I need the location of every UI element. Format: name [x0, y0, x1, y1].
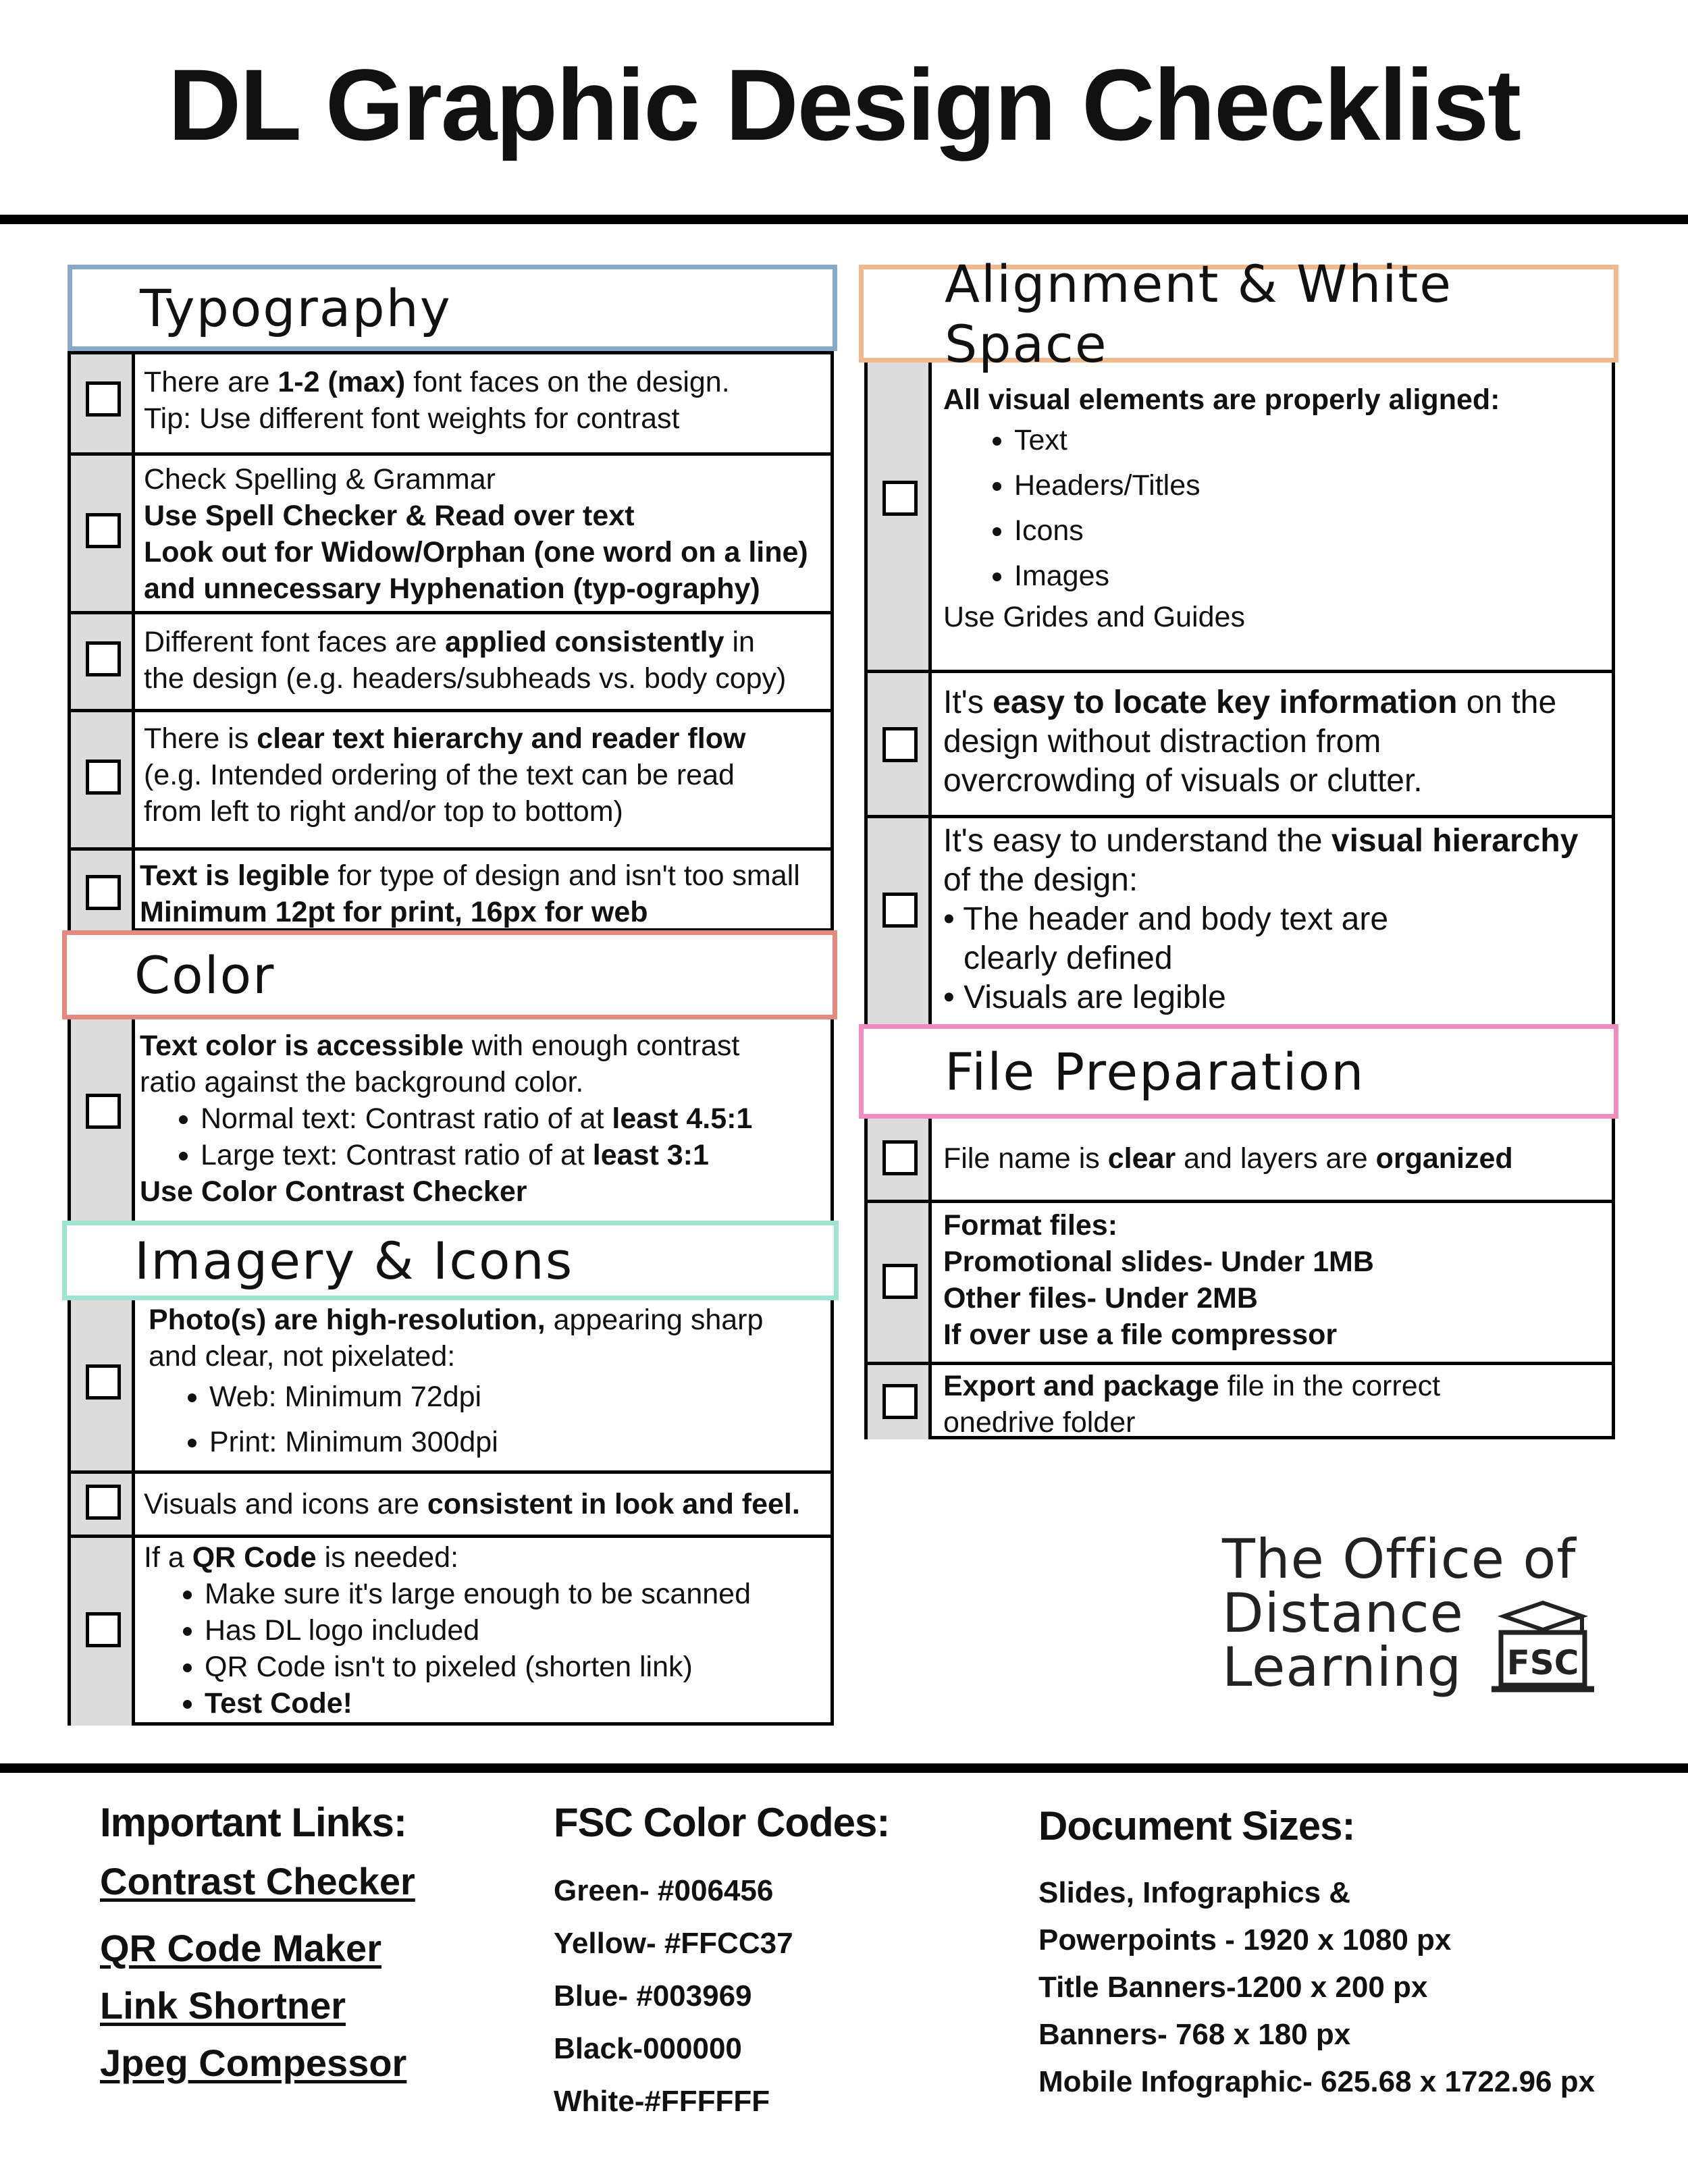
checklist-row: File name is clear and layers are organized [868, 1119, 1612, 1200]
checkbox[interactable] [86, 1094, 121, 1129]
file-prep-heading: File Preparation [859, 1024, 1618, 1119]
page-title: DL Graphic Design Checklist [167, 48, 1521, 161]
checkbox[interactable] [86, 760, 121, 795]
important-links: Important Links: Contrast Checker QR Code Maker Link Shortner Jpeg Compessor [100, 1799, 519, 2085]
checkbox[interactable] [86, 1612, 121, 1647]
checklist-row: Format files: Promotional slides- Under 1MB Other files- Under 2MB If over use a file compressor [868, 1200, 1612, 1362]
checkbox[interactable] [86, 875, 121, 910]
top-divider [0, 215, 1688, 224]
checklist-row: Export and package file in the correct onedrive folder [868, 1362, 1612, 1439]
checklist-row: It's easy to understand the visual hierarchy of the design: • The header and body text are clearly defined • Visuals are legible [868, 815, 1612, 1024]
checkbox[interactable] [86, 381, 121, 417]
color-checklist [68, 1019, 834, 1222]
typography-heading: Typography [68, 265, 837, 351]
jpeg-compessor-link[interactable]: Jpeg Compessor [100, 2042, 407, 2084]
checkbox[interactable] [86, 513, 121, 548]
checkbox[interactable] [882, 1140, 918, 1175]
checkbox[interactable] [882, 727, 918, 762]
alignment-checklist [864, 363, 1615, 1024]
checklist-row: Photo(s) are high-resolution, appearing sharp and clear, not pixelated: • Web: Minimum 72dpi • Print: Minimum 300dpi [71, 1300, 830, 1470]
file-prep-checklist [864, 1119, 1615, 1439]
fsc-badge: FSC [1506, 1643, 1579, 1682]
fsc-color-codes: FSC Color Codes: Green- #006456 Yellow- #FFCC37 Blue- #003969 Black-000000 White-#FFFFFF [554, 1800, 890, 2118]
laptop-graduation-cap-icon [1489, 1600, 1597, 1698]
contrast-checker-link[interactable]: Contrast Checker [100, 1860, 415, 1902]
checklist-row: Visuals and icons are consistent in look and feel. [71, 1470, 830, 1535]
imagery-checklist [68, 1300, 834, 1726]
typography-checklist [68, 351, 834, 932]
color-heading: Color [62, 930, 837, 1019]
checklist-row: There is clear text hierarchy and reader flow (e.g. Intended ordering of the text can be read from left to right and/or top to bottom) [71, 709, 830, 847]
checklist-row: If a QR Code is needed: • Make sure it's large enough to be scanned • Has DL logo included • QR Code isn't to pixeled (shorten link) • Test Code! [71, 1535, 830, 1726]
checkbox[interactable] [86, 1485, 121, 1520]
qr-code-maker-link[interactable]: QR Code Maker [100, 1927, 381, 1969]
document-sizes: Document Sizes: Slides, Infographics & Powerpoints - 1920 x 1080 px Title Banners-1200 x 200 px Banners- 768 x 180 px Mobile Infographic- 625.68 x 1722.96 px [1038, 1803, 1595, 2098]
bottom-divider [0, 1763, 1688, 1773]
checkbox[interactable] [86, 641, 121, 676]
checklist-row: Text color is accessible with enough contrast ratio against the background color. • Normal text: Contrast ratio of at least 4.5:1 • Large text: Contrast ratio of at least 3:1 Use Color Contrast Checker [71, 1019, 830, 1222]
office-logo: The Office of Distance Learning FSC [1222, 1533, 1600, 1708]
checkbox[interactable] [882, 893, 918, 928]
checklist-row: There are 1-2 (max) font faces on the design. Tip: Use different font weights for contrast [71, 354, 830, 452]
checklist-row: Different font faces are applied consistently in the design (e.g. headers/subheads vs. body copy) [71, 611, 830, 709]
checklist-row: It's easy to locate key information on the design without distraction from overcrowding of visuals or clutter. [868, 670, 1612, 815]
checklist-row: Check Spelling & Grammar Use Spell Checker & Read over text Look out for Widow/Orphan (one word on a line) and unnecessary Hyphenation (typ-ography) [71, 452, 830, 611]
checkbox[interactable] [882, 1264, 918, 1299]
checkbox[interactable] [86, 1364, 121, 1400]
checkbox[interactable] [882, 481, 918, 516]
imagery-heading: Imagery & Icons [62, 1221, 839, 1300]
alignment-heading: Alignment & White Space [859, 265, 1618, 363]
checklist-row: All visual elements are properly aligned: • Text • Headers/Titles • Icons • Images Use Grides and Guides [868, 363, 1612, 670]
checklist-row: Text is legible for type of design and isn't too small Minimum 12pt for print, 16px for web [71, 847, 830, 935]
checkbox[interactable] [882, 1384, 918, 1419]
link-shortner-link[interactable]: Link Shortner [100, 1984, 346, 2027]
